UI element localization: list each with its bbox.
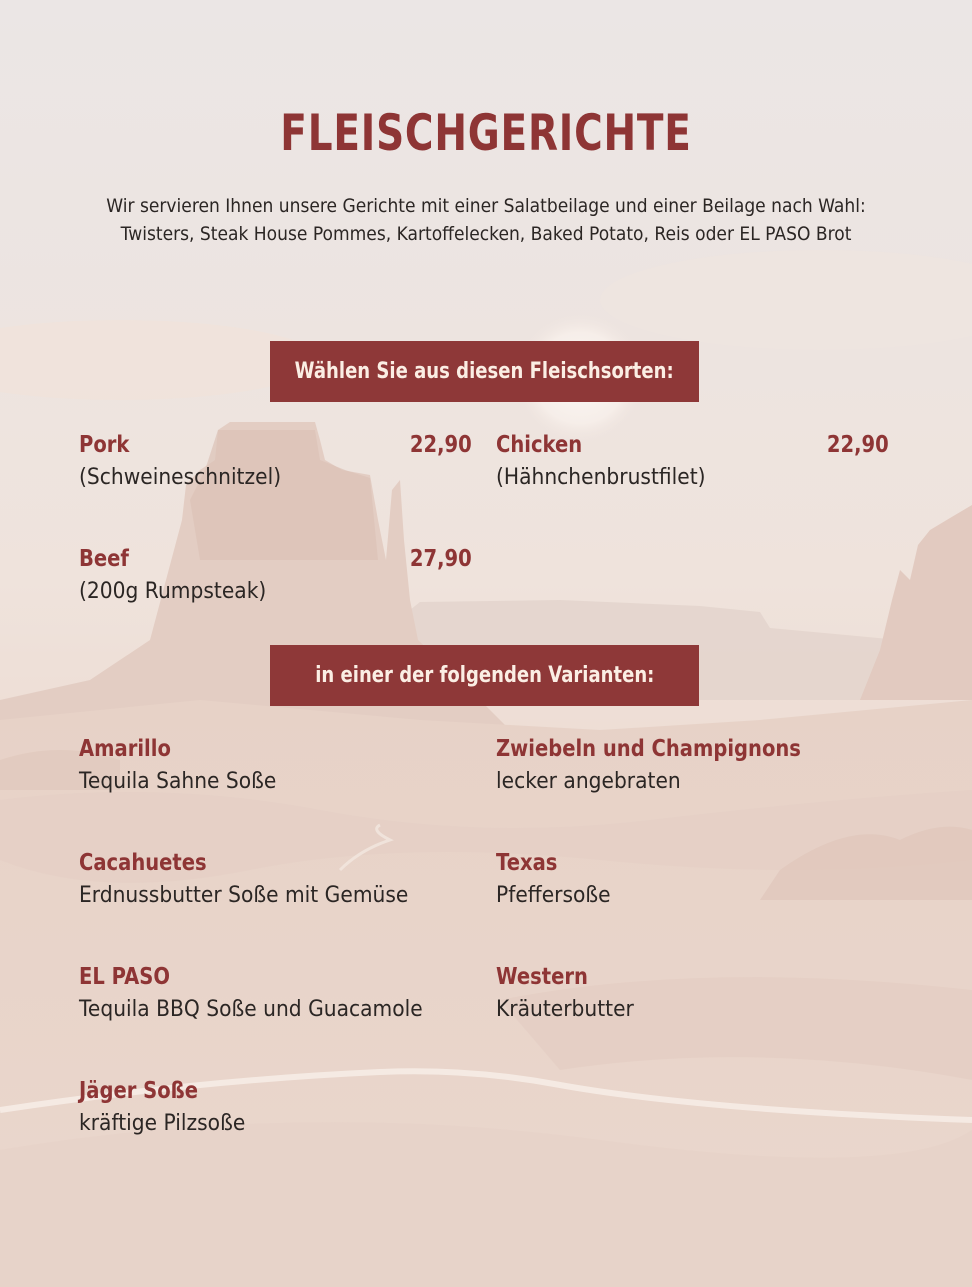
item-name: Chicken [496,432,583,458]
variant-name: Amarillo [79,736,171,762]
item-description: (Hähnchenbrustfilet) [496,465,706,490]
variant-item-jaeger [79,1078,472,1136]
meat-selection-banner [270,341,699,402]
menu-item-pork [79,432,472,490]
variant-item-zwiebeln [496,736,889,794]
intro-line-1: Wir servieren Ihnen unsere Gerichte mit einer Salatbeilage und einer Beilage nach Wahl: [106,195,866,217]
variant-description: Tequila Sahne Soße [79,769,277,794]
menu-item-chicken [496,432,889,490]
variant-description: lecker angebraten [496,769,681,794]
variant-item-western [496,964,889,1022]
variant-name: Zwiebeln und Champignons [496,736,801,762]
intro-line-2: Twisters, Steak House Pommes, Kartoffelecken, Baked Potato, Reis oder EL PASO Brot [120,223,852,245]
menu-item-beef [79,546,472,604]
item-description: (Schweineschnitzel) [79,465,282,490]
variant-name: Western [496,964,588,990]
variant-item-el-paso [79,964,472,1022]
variant-description: Pfeffersoße [496,883,611,908]
item-description: (200g Rumpsteak) [79,579,267,604]
variants-heading: in einer der folgenden Varianten: [314,663,655,688]
intro-text [0,192,972,248]
variant-item-cacahuetes [79,850,472,908]
item-price: 22,90 [827,432,889,458]
variants-banner [270,645,699,706]
item-name: Pork [79,432,130,458]
variant-name: Jäger Soße [79,1078,198,1104]
variant-description: kräftige Pilzsoße [79,1111,246,1136]
item-price: 27,90 [410,546,472,572]
variant-description: Kräuterbutter [496,997,634,1022]
variant-item-amarillo [79,736,472,794]
meat-selection-heading: Wählen Sie aus diesen Fleischsorten: [294,359,675,384]
variant-name: Texas [496,850,558,876]
variant-item-texas [496,850,889,908]
variant-description: Erdnussbutter Soße mit Gemüse [79,883,409,908]
item-price: 22,90 [410,432,472,458]
variant-description: Tequila BBQ Soße und Guacamole [79,997,423,1022]
variant-name: EL PASO [79,964,170,990]
page-title: FLEISCHGERICHTE [280,104,692,162]
variant-name: Cacahuetes [79,850,207,876]
item-name: Beef [79,546,129,572]
